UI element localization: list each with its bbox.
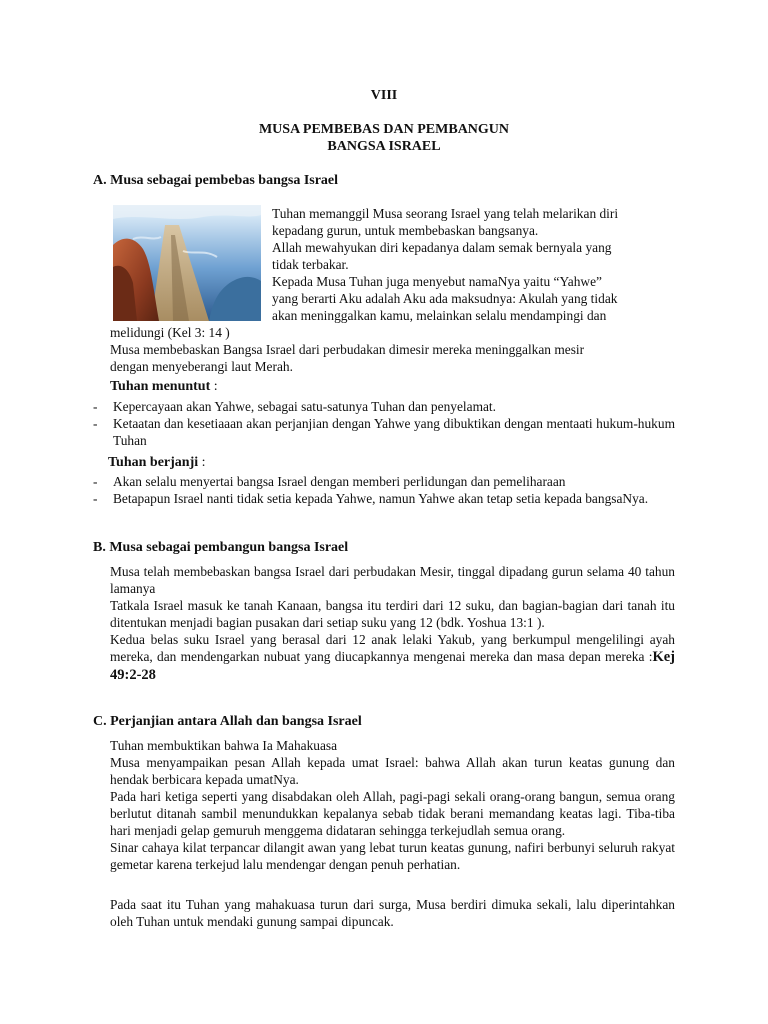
section-a-intro [272, 205, 675, 324]
intro-line: melidungi (Kel 3: 14 ) [110, 325, 230, 340]
section-c-body [110, 737, 675, 873]
title-line-1: MUSA PEMBEBAS DAN PEMBANGUN [258, 122, 510, 137]
intro-line: tidak terbakar. [272, 257, 349, 272]
chapter-number: VIII [370, 88, 398, 103]
intro-line: kepadang gurun, untuk membebaskan bangsanya. [272, 223, 539, 238]
section-c-final [110, 896, 675, 930]
promises-label: Tuhan berjanji : [108, 455, 206, 470]
paragraph: Pada hari ketiga seperti yang disabdakan oleh Allah, pagi-pagi sekali orang-orang bangun, semua orang berlutut ditanah sambil menundukkan kepalanya sebab tidak berani memandang keatas lagi. Tiba-tiba hari menjadi gelap gemuruh menggema didataran sehingga terkejudlah semua orang. [110, 789, 675, 838]
paragraph: Tatkala Israel masuk ke tanah Kanaan, bangsa itu terdiri dari 12 suku, dan bagian-bagian dari tanah itu ditentukan menjadi bagian pusakan dari setiap suku yang 12 (bdk. Yoshua 13:1 ). [110, 598, 675, 630]
intro-line: Tuhan memanggil Musa seorang Israel yang telah melarikan diri [272, 206, 619, 221]
list-item: - Ketaatan dan kesetiaaan akan perjanjian dengan Yahwe yang dibuktikan dengan mentaati hukum-hukum Tuhan [93, 416, 675, 448]
paragraph: Tuhan membuktikan bahwa Ia Mahakuasa [110, 738, 338, 753]
intro-line: Musa membebaskan Bangsa Israel dari perbudakan dimesir mereka meninggalkan mesir [110, 342, 585, 357]
red-sea-crossing-image [113, 205, 261, 321]
list-item: - Kepercayaan akan Yahwe, sebagai satu-satunya Tuhan dan penyelamat. [93, 399, 496, 414]
demands-list [93, 398, 675, 449]
title-line-2: BANGSA ISRAEL [327, 139, 441, 154]
list-item: - Akan selalu menyertai bangsa Israel dengan memberi perlidungan dan pemeliharaan [93, 474, 566, 489]
section-b-heading: B. Musa sebagai pembangun bangsa Israel [93, 540, 349, 555]
section-b-body [110, 563, 675, 684]
list-item: - Betapapun Israel nanti tidak setia kepada Yahwe, namun Yahwe akan tetap setia kepada bangsaNya. [93, 491, 649, 506]
demands-label: Tuhan menuntut : [110, 379, 218, 394]
intro-line: Kepada Musa Tuhan juga menyebut namaNya yaitu “Yahwe” [272, 274, 602, 289]
paragraph: Musa telah membebaskan bangsa Israel dari perbudakan Mesir, tinggal dipadang gurun selama 40 tahun lamanya [110, 564, 675, 596]
intro-line: dengan menyeberangi laut Merah. [110, 359, 293, 374]
section-c-heading: C. Perjanjian antara Allah dan bangsa Israel [93, 714, 362, 729]
intro-line: Allah mewahyukan diri kepadanya dalam semak bernyala yang [272, 240, 612, 255]
paragraph: Pada saat itu Tuhan yang mahakuasa turun dari surga, Musa berdiri dimuka sekali, lalu diperintahkan oleh Tuhan untuk mendaki gunung sampai dipuncak. [110, 897, 675, 929]
paragraph: Kedua belas suku Israel yang berasal dari 12 anak lelaki Yakub, yang berkumpul mengelilingi ayah mereka, dan mendengarkan nubuat yang diucapkannya mengenai mereka dan masa depan mereka :Kej 49:2-28 [110, 632, 675, 683]
section-a-continued [110, 324, 675, 375]
promises-list [93, 473, 675, 507]
section-a-heading: A. Musa sebagai pembebas bangsa Israel [93, 173, 339, 188]
paragraph: Sinar cahaya kilat terpancar dilangit awan yang lebat turun keatas gunung, nafiri berbunyi seluruh rakyat gemetar karena terkejud lalu mendengar dengan penuh perhatian. [110, 840, 675, 872]
intro-line: akan meninggalkan kamu, melainkan selalu mendampingi dan [272, 308, 607, 323]
intro-line: yang berarti Aku adalah Aku ada maksudnya: Akulah yang tidak [272, 291, 618, 306]
scripture-reference: Kej 49:2-28 [110, 649, 675, 683]
paragraph: Musa menyampaikan pesan Allah kepada umat Israel: bahwa Allah akan turun keatas gunung dan hendak berbicara kepada umatNya. [110, 755, 675, 787]
